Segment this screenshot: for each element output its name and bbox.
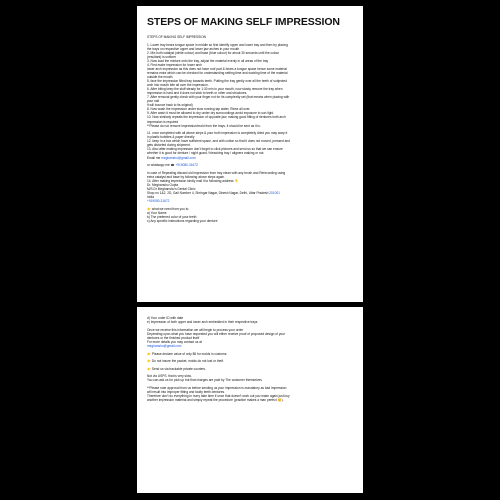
contact-link[interactable]: 201001 [269, 191, 280, 196]
text-line: 9. After wash it must be allowed to dry under dry surroundings avoid exposure to sun light. [147, 111, 275, 116]
text-line: 10. Now similarly repeats the impression of opposite jaw, making good fitting of dentures both arch [147, 115, 286, 120]
text-line: STEPS OF MAKING SELF IMPRESSION [147, 35, 206, 39]
text-line: Therefore don't do everything in hurry take time if once that doesn't work out you make again just buy [147, 394, 290, 399]
text-line: 6. After biting keep the stuff steady for 1:30 min in your mouth, now slowly remove the tray when [147, 87, 283, 92]
text-line: c) Any specific instructions regarding your denture [147, 218, 218, 223]
text-line: extra catalyst and base by following above steps again. [147, 174, 225, 179]
pointing-hand-icon: 👉 [147, 359, 151, 364]
text-line: 👉 Do not insure the packet, molds do not lost or theft. [147, 359, 224, 364]
text-line: M/S.Dr Meghanshu's Dental Clinic [147, 186, 196, 191]
text-line: e) Impression of both upper and lower arch embedded in their respective trays [147, 320, 258, 325]
page-1-body [147, 35, 354, 223]
text-line: 12. keep in a box which have sufficient space, and with cotton so that it does not moved, pressed and [147, 139, 290, 144]
contact-link[interactable]: +919080-31672 [147, 199, 170, 204]
text-line: dentures or the finished product itself [147, 335, 200, 340]
text-line: **Please note approval from us before sending us your impression is mandatory as bad impression [147, 386, 287, 391]
document-page-2 [137, 307, 363, 493]
text-line: 3. Now load the mixture onto the tray, adjust the material evenly in all areas of the tray [147, 58, 269, 63]
text-line: lower arch impression as this does not have roof part & bears a tongue space hence some material [147, 66, 287, 71]
contact-link[interactable]: meghanshu@gmail.com [147, 343, 182, 348]
pointing-hand-icon: 👉 [147, 206, 151, 211]
document-title: STEPS OF MAKING SELF IMPRESSION [147, 16, 340, 28]
text-line: 14. After making impression kindly mail it to following address 👇 [147, 178, 239, 183]
text-line: 7. After removal gently check with your finger not for its complexity set (that means when placing with [147, 95, 290, 100]
text-line: arch into mouth bite all over the impression. [147, 83, 209, 88]
text-line: 1. Lower tray bears tongue space in middle so first identify upper and lower tray and then try placing [147, 42, 288, 47]
text-line: d) Your order ID with date [147, 316, 184, 320]
text-line: 5. face the impression filled tray towards teeth. Putting the tray gently over all the teeth of subjected [147, 79, 287, 84]
text-line: gets distorted during shipment. [147, 143, 191, 148]
text-line: Depending upon what you have requested you will either receive proof of proposed design of your [147, 331, 286, 336]
text-line: 2. Mix both catalyst (white colour) and base (blue colour) for about 30 seconds until the colour [147, 50, 280, 55]
text-line: b) The preferred color of your teeth [147, 214, 197, 219]
pointing-hand-icon: 👉 [147, 351, 151, 356]
text-line: 8. Now wash the impression under slow running tap water, Rinse all over. [147, 107, 251, 112]
text-line: (resultant) is uniform [147, 54, 177, 59]
text-line: in plastic bubbles & paper directly [147, 135, 195, 140]
text-line: impression is required [147, 119, 179, 124]
text-line: 👉 what we need from you is: [147, 206, 189, 211]
text-line: 4. First make impression for lower arch [147, 62, 202, 67]
text-line: Dr. Meghanshu Gupta [147, 182, 179, 187]
text-line: Not via USPS. that is very slow. [147, 374, 192, 379]
text-line: In case of Repeating discard old impression from tray clean with any brush and Rerecording using [147, 170, 286, 175]
text-line: remains extra which can be checked for understanding setting time and working time of the material [147, 70, 288, 75]
page-2-body [147, 316, 354, 402]
text-line: whether it is good for denture / night guard / bleaching tray / aligners making or not. [147, 151, 265, 156]
text-line: 👉 Please declare value of only $6 for molds in customs. [147, 351, 228, 356]
text-line: For more details you may contact us at [147, 339, 202, 344]
text-line: outside the mouth. [147, 75, 174, 80]
text-line: another impression material and simply repeat the procedure (practice makes a man perfect 😊). [147, 398, 284, 403]
pointing-hand-icon: 👉 [147, 366, 151, 371]
text-line: your nail [147, 99, 160, 104]
text-line: 13. Also after making impression don't forget to click pictures and send us so that we can ensure [147, 147, 283, 152]
text-line: India [147, 195, 154, 200]
text-line: Once we receive this information we will begin to process your order [147, 327, 244, 332]
text-line: impression is hard and it does not stick to teeth or other oral structures. [147, 91, 248, 96]
text-line[interactable]: or whatsapp me ☎ +919080-31672 [147, 163, 198, 168]
text-line: 11. once completed with all above steps & your both impression is completely dried you may warp it [147, 131, 288, 136]
text-line[interactable]: Shop no 1&2, 2D, Gali Number 4, Shringar Nagar, Dinesh Nagar, Delhi, Uttar Pradesh 201001 [147, 191, 280, 196]
text-line: 👉 Send us via trackable private couriers. [147, 366, 206, 371]
text-line[interactable]: Email me meghanshu@gmail.com [147, 155, 196, 160]
contact-link[interactable]: meghanshu@gmail.com [161, 155, 196, 160]
contact-link[interactable]: +919080-31672 [175, 163, 198, 168]
text-line: it will bounce back to its original) [147, 103, 193, 108]
text-line: the trays on respective upper and lower jaw arches in your mouth [147, 46, 240, 51]
text-line: will result into improper fitting and faulty teeth dentures. [147, 390, 225, 395]
document-page-1 [137, 6, 363, 302]
text-line: **Please do not remove impression/mold from the trays, it should be sent as it is. [147, 123, 261, 128]
text-line: You can ask us for pick up but that charges are paid by The customer themselves [147, 378, 262, 383]
text-line: a) Your Name [147, 210, 167, 215]
